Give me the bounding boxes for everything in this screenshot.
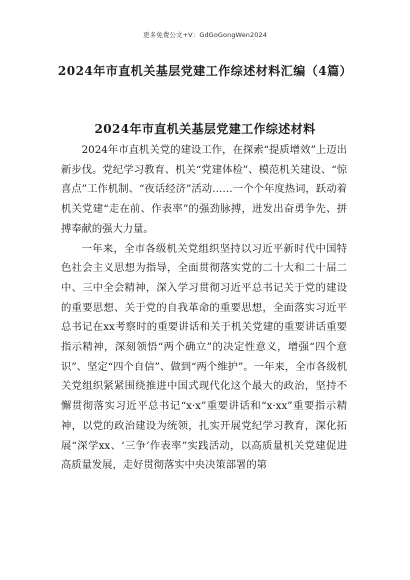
paragraph-1: 2024年市直机关党的建设工作，在探索“提质增效”上迈出新步伐。党纪学习教育、机关“党建体检”、模范机关建设、“惊喜点”工作机制、“夜话经济”活动……一个个年度热词，跃动着机关党建“走在前、作表率”的强劲脉搏，迸发出奋勇争先、拼搏奉献的强大力量。 [61,144,347,235]
body-text [61,141,347,476]
paragraph-2: 一年来，全市各级机关党组织坚持以习近平新时代中国特色社会主义思想为指导，全面贯彻落实党的二十大和二十届二中、三中全会精神，深入学习贯彻习近平总书记关于党的建设的重要思想、关于党的自我革命的重要思想，全面落实习近平总书记在xx考察时的重要讲话和关于机关党建的重要讲话重要指示精神，深刻领悟“两个确立”的决定性意义，增强“四个意识”、坚定“四个自信”、做到“两个维护”。一年来，全市各级机关党组织紧紧围绕推进中国式现代化这个最大的政治，坚持不懈贯彻落实习近平总书记“x·x”重要讲话和“x·xx”重要指示精神，以党的政治建设为统领，扎实开展党纪学习教育，深化拓展“深学xx、‘三争’作表率”实践活动，以高质量机关党建促进高质量发展，走好贯彻落实中央决策部署的第 [61,242,347,472]
document-title: 2024年市直机关基层党建工作综述材料汇编（4篇） [57,64,353,78]
header-note: 更多免费公文+V：GdGoGongWen2024 [143,31,267,39]
section-title: 2024年市直机关基层党建工作综述材料 [94,122,316,136]
